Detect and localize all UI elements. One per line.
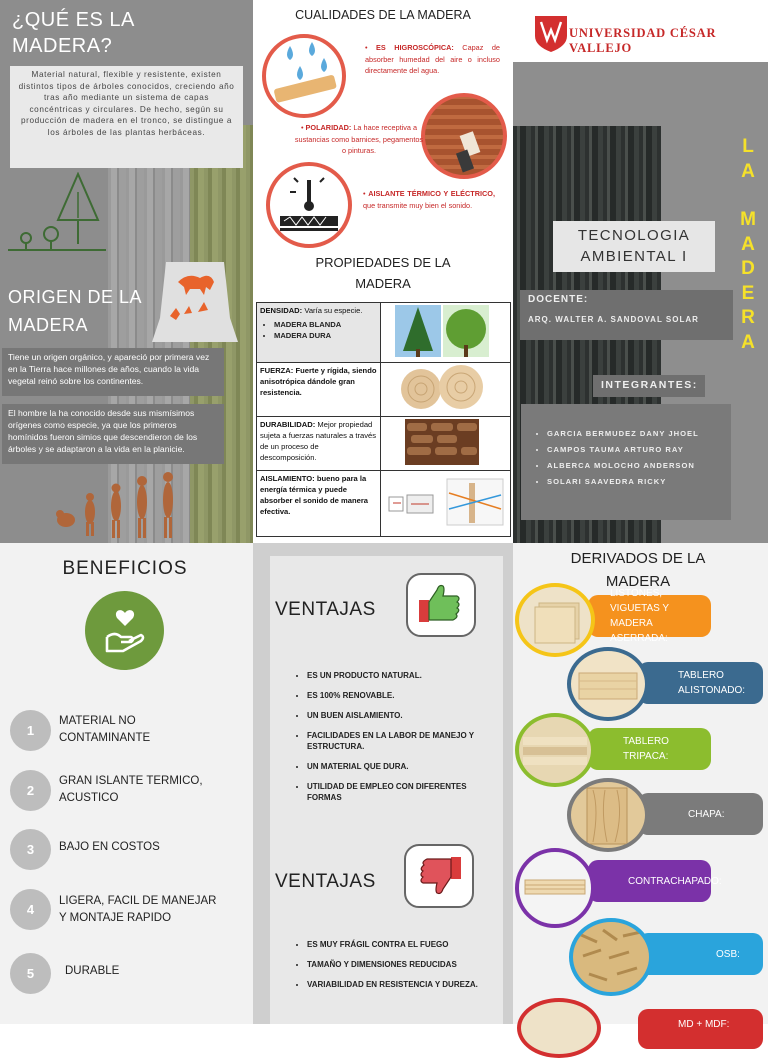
vertical-letter: A	[741, 160, 755, 182]
quality-hygroscopic-key: ES HIGROSCÓPICA:	[376, 43, 454, 52]
advantages-title: VENTAJAS	[275, 599, 376, 620]
list-item: • ALBERCA MOLOCHO ANDERSON	[547, 458, 717, 474]
properties-title: PROPIEDADES DE LA MADERA	[315, 255, 451, 291]
qualities-title: CUALIDADES DE LA MADERA	[295, 8, 471, 22]
properties-table	[256, 302, 511, 537]
panel-derivatives	[513, 543, 768, 1030]
vertical-letter: E	[741, 282, 755, 304]
list-item: • TAMAÑO Y DIMENSIONES REDUCIDAS	[307, 959, 493, 970]
vertical-spacer	[736, 184, 760, 208]
university-logo-icon	[535, 16, 567, 52]
derivative-board	[638, 662, 763, 704]
origin-paragraph-1: Tiene un origen orgánico, y apareció por primera vez en la Tierra hace millones de años, cuando la vida vegetal reinó sobre los continentes.	[2, 348, 224, 396]
list-item: • UN BUEN AISLAMIENTO.	[307, 710, 493, 721]
benefits-title: BENEFICIOS	[62, 558, 188, 579]
disadvantages-title: VENTAJAS	[275, 871, 376, 892]
derivative-label: CONTRACHAPADO:	[628, 875, 722, 887]
plywood-image	[515, 848, 595, 928]
vertical-letter: A	[741, 233, 755, 255]
quality-insulating-key: AISLANTE TÉRMICO Y ELÉCTRICO,	[368, 189, 495, 198]
quality-hygroscopic-text: Capaz de absorber humedad del aire o incluso directamente del agua.	[365, 43, 500, 75]
derivative-mdf	[638, 1009, 763, 1049]
derivative-label: TABLERO ALISTONADO:	[678, 670, 746, 696]
derivative-label: MD + MDF:	[678, 1019, 730, 1030]
benefit-text: MATERIAL NO CONTAMINANTE	[59, 715, 151, 744]
hand-heart-icon	[85, 591, 164, 670]
vertical-letter: M	[740, 209, 756, 230]
list-item: • MADERA DURA	[274, 330, 377, 341]
veneer-image	[567, 778, 649, 852]
table-row	[257, 471, 511, 537]
derivative-three-ply	[588, 728, 711, 770]
benefit-number: 5	[10, 953, 51, 994]
panel-what-is-wood	[0, 0, 253, 543]
table-row	[257, 363, 511, 417]
quality-insulating-text: que transmite muy bien el sonido.	[363, 200, 473, 210]
list-item: • MADERA BLANDA	[274, 319, 377, 330]
property-density	[257, 303, 381, 363]
list-item: • ES 100% RENOVABLE.	[307, 690, 493, 701]
derivative-label: CHAPA:	[688, 808, 725, 820]
panel-qualities	[253, 0, 513, 543]
university-header	[513, 0, 768, 62]
benefit-number: 3	[10, 829, 51, 870]
derivative-osb	[638, 933, 763, 975]
advantages-list	[293, 670, 493, 812]
teacher-box	[520, 290, 733, 340]
derivative-veneer	[638, 793, 763, 835]
thermal-insulation-icon	[266, 162, 352, 248]
university-name: UNIVERSIDAD CÉSAR VALLEJO	[569, 26, 717, 55]
property-strength-key: FUERZA:	[260, 366, 294, 375]
lumber-image	[515, 583, 595, 657]
table-row	[257, 417, 511, 471]
cave-painting-icon	[148, 258, 240, 344]
list-item: • FACILIDADES EN LA LABOR DE MANEJO Y ESTRUCTURA.	[307, 730, 493, 752]
benefit-number: 2	[10, 770, 51, 811]
definition-text: Material natural, flexible y resistente, existen distintos tipos de árboles conocidos, creciendo año tras año mediante un sistema de capas concéntricas y circulares. De hecho, según su producción de madera en el tronco, se distingue a los árboles de las plantas herbáceas.	[10, 66, 243, 168]
three-ply-image	[515, 713, 595, 787]
list-item: • ES UN PRODUCTO NATURAL.	[307, 670, 493, 681]
benefit-text: LIGERA, FACIL DE MANEJAR Y MONTAJE RAPIDO	[59, 895, 217, 924]
human-evolution-icon	[52, 470, 182, 540]
quality-insulating: • AISLANTE TÉRMICO Y ELÉCTRICO, que transmite muy bien el sonido.	[363, 189, 495, 210]
list-item: • UTILIDAD DE EMPLEO CON DIFERENTES FORMAS	[307, 781, 493, 803]
derivatives-title: DERIVADOS DE LA MADERA	[570, 550, 706, 590]
members-box	[521, 404, 731, 520]
vertical-letter: D	[741, 258, 755, 279]
quality-polarity-key: POLARIDAD:	[305, 123, 352, 132]
quality-polarity: • POLARIDAD: La hace receptiva a sustancias como barnices, pegamentos o pinturas.	[294, 123, 424, 155]
property-durability	[257, 417, 381, 471]
derivative-label: OSB:	[716, 948, 740, 960]
property-insulation	[257, 471, 381, 537]
paint-brush-wood-icon	[421, 93, 507, 179]
insulation-diagram	[381, 471, 511, 537]
panel-cover	[513, 0, 768, 543]
panel-advantages	[253, 543, 513, 1024]
property-strength	[257, 363, 381, 417]
property-strength-text: Fuerte y rígida, siendo anisotrópica dándole gran resistencia.	[260, 366, 377, 397]
derivative-label: TABLERO TRIPACA:	[623, 736, 669, 762]
list-item: • CAMPOS TAUMA ARTURO RAY	[547, 442, 717, 458]
benefit-text: BAJO EN COSTOS	[59, 841, 160, 853]
disadvantages-list	[293, 939, 493, 999]
teacher-name: ARQ. WALTER A. SANDOVAL SOLAR	[528, 315, 699, 324]
property-durability-key: DURABILIDAD:	[260, 420, 316, 429]
vertical-letter: L	[742, 136, 754, 157]
thumbs-down-icon	[403, 843, 475, 909]
origin-paragraph-2: El hombre la ha conocido desde sus mismísimos orígenes como especie, ya que los primeros homínidos fueron simios que descendieron de los árboles y se adaptaron a la vida en la planicie.	[2, 404, 224, 464]
property-density-text: Varía su especie.	[304, 306, 363, 315]
teacher-label: DOCENTE:	[528, 294, 589, 305]
trees-icon	[6, 172, 111, 257]
property-insulation-key: AISLAMIENTO:	[260, 474, 315, 483]
trees-photo	[381, 303, 511, 363]
list-item: • SOLARI SAAVEDRA RICKY	[547, 474, 717, 490]
vertical-letter: R	[741, 307, 755, 328]
what-is-wood-title: ¿QUÉ ES LA MADERA?	[12, 9, 134, 57]
derivative-lumber	[588, 588, 711, 644]
osb-image	[569, 918, 653, 996]
vertical-letter: A	[741, 331, 755, 353]
woodpile-photo	[381, 417, 511, 471]
water-drops-icon	[262, 34, 346, 118]
derivative-plywood	[588, 860, 722, 902]
property-durability-text: Mejor propiedad sujeta a fuerzas naturales a través de un proceso de descomposición.	[260, 420, 377, 462]
origin-title: ORIGEN DE LA MADERA	[8, 287, 142, 335]
members-list	[541, 426, 717, 490]
list-item: • GARCIA BERMUDEZ DANY JHOEL	[547, 426, 717, 442]
board-image	[567, 647, 649, 721]
list-item: • VARIABILIDAD EN RESISTENCIA Y DUREZA.	[307, 979, 493, 990]
logs-photo	[381, 363, 511, 417]
panel-benefits	[0, 543, 253, 1024]
course-title: TECNOLOGIA AMBIENTAL I	[553, 221, 715, 272]
benefit-number: 4	[10, 889, 51, 930]
vertical-title	[736, 135, 760, 355]
benefit-text: GRAN ISLANTE TERMICO, ACUSTICO	[59, 775, 203, 804]
property-insulation-text: bueno para la energía térmica y puede absorber el sonido de manera efectiva.	[260, 474, 369, 516]
mdf-image	[517, 998, 601, 1058]
derivative-label: LISTONES, VIGUETAS Y MADERA ASERRADA:	[610, 588, 669, 644]
quality-hygroscopic: • ES HIGROSCÓPICA: Capaz de absorber humedad del aire o incluso directamente del agua.	[365, 43, 500, 75]
table-row	[257, 303, 511, 363]
vertical-title-letters	[736, 135, 760, 355]
thumbs-up-icon	[405, 572, 477, 638]
members-label: INTEGRANTES:	[593, 375, 705, 397]
list-item: • ES MUY FRÁGIL CONTRA EL FUEGO	[307, 939, 493, 950]
benefit-number: 1	[10, 710, 51, 751]
property-density-key: DENSIDAD:	[260, 306, 303, 315]
benefit-text: DURABLE	[65, 965, 120, 977]
list-item: • UN MATERIAL QUE DURA.	[307, 761, 493, 772]
quality-polarity-text: La hace receptiva a sustancias como barnices, pegamentos o pinturas.	[294, 123, 424, 155]
